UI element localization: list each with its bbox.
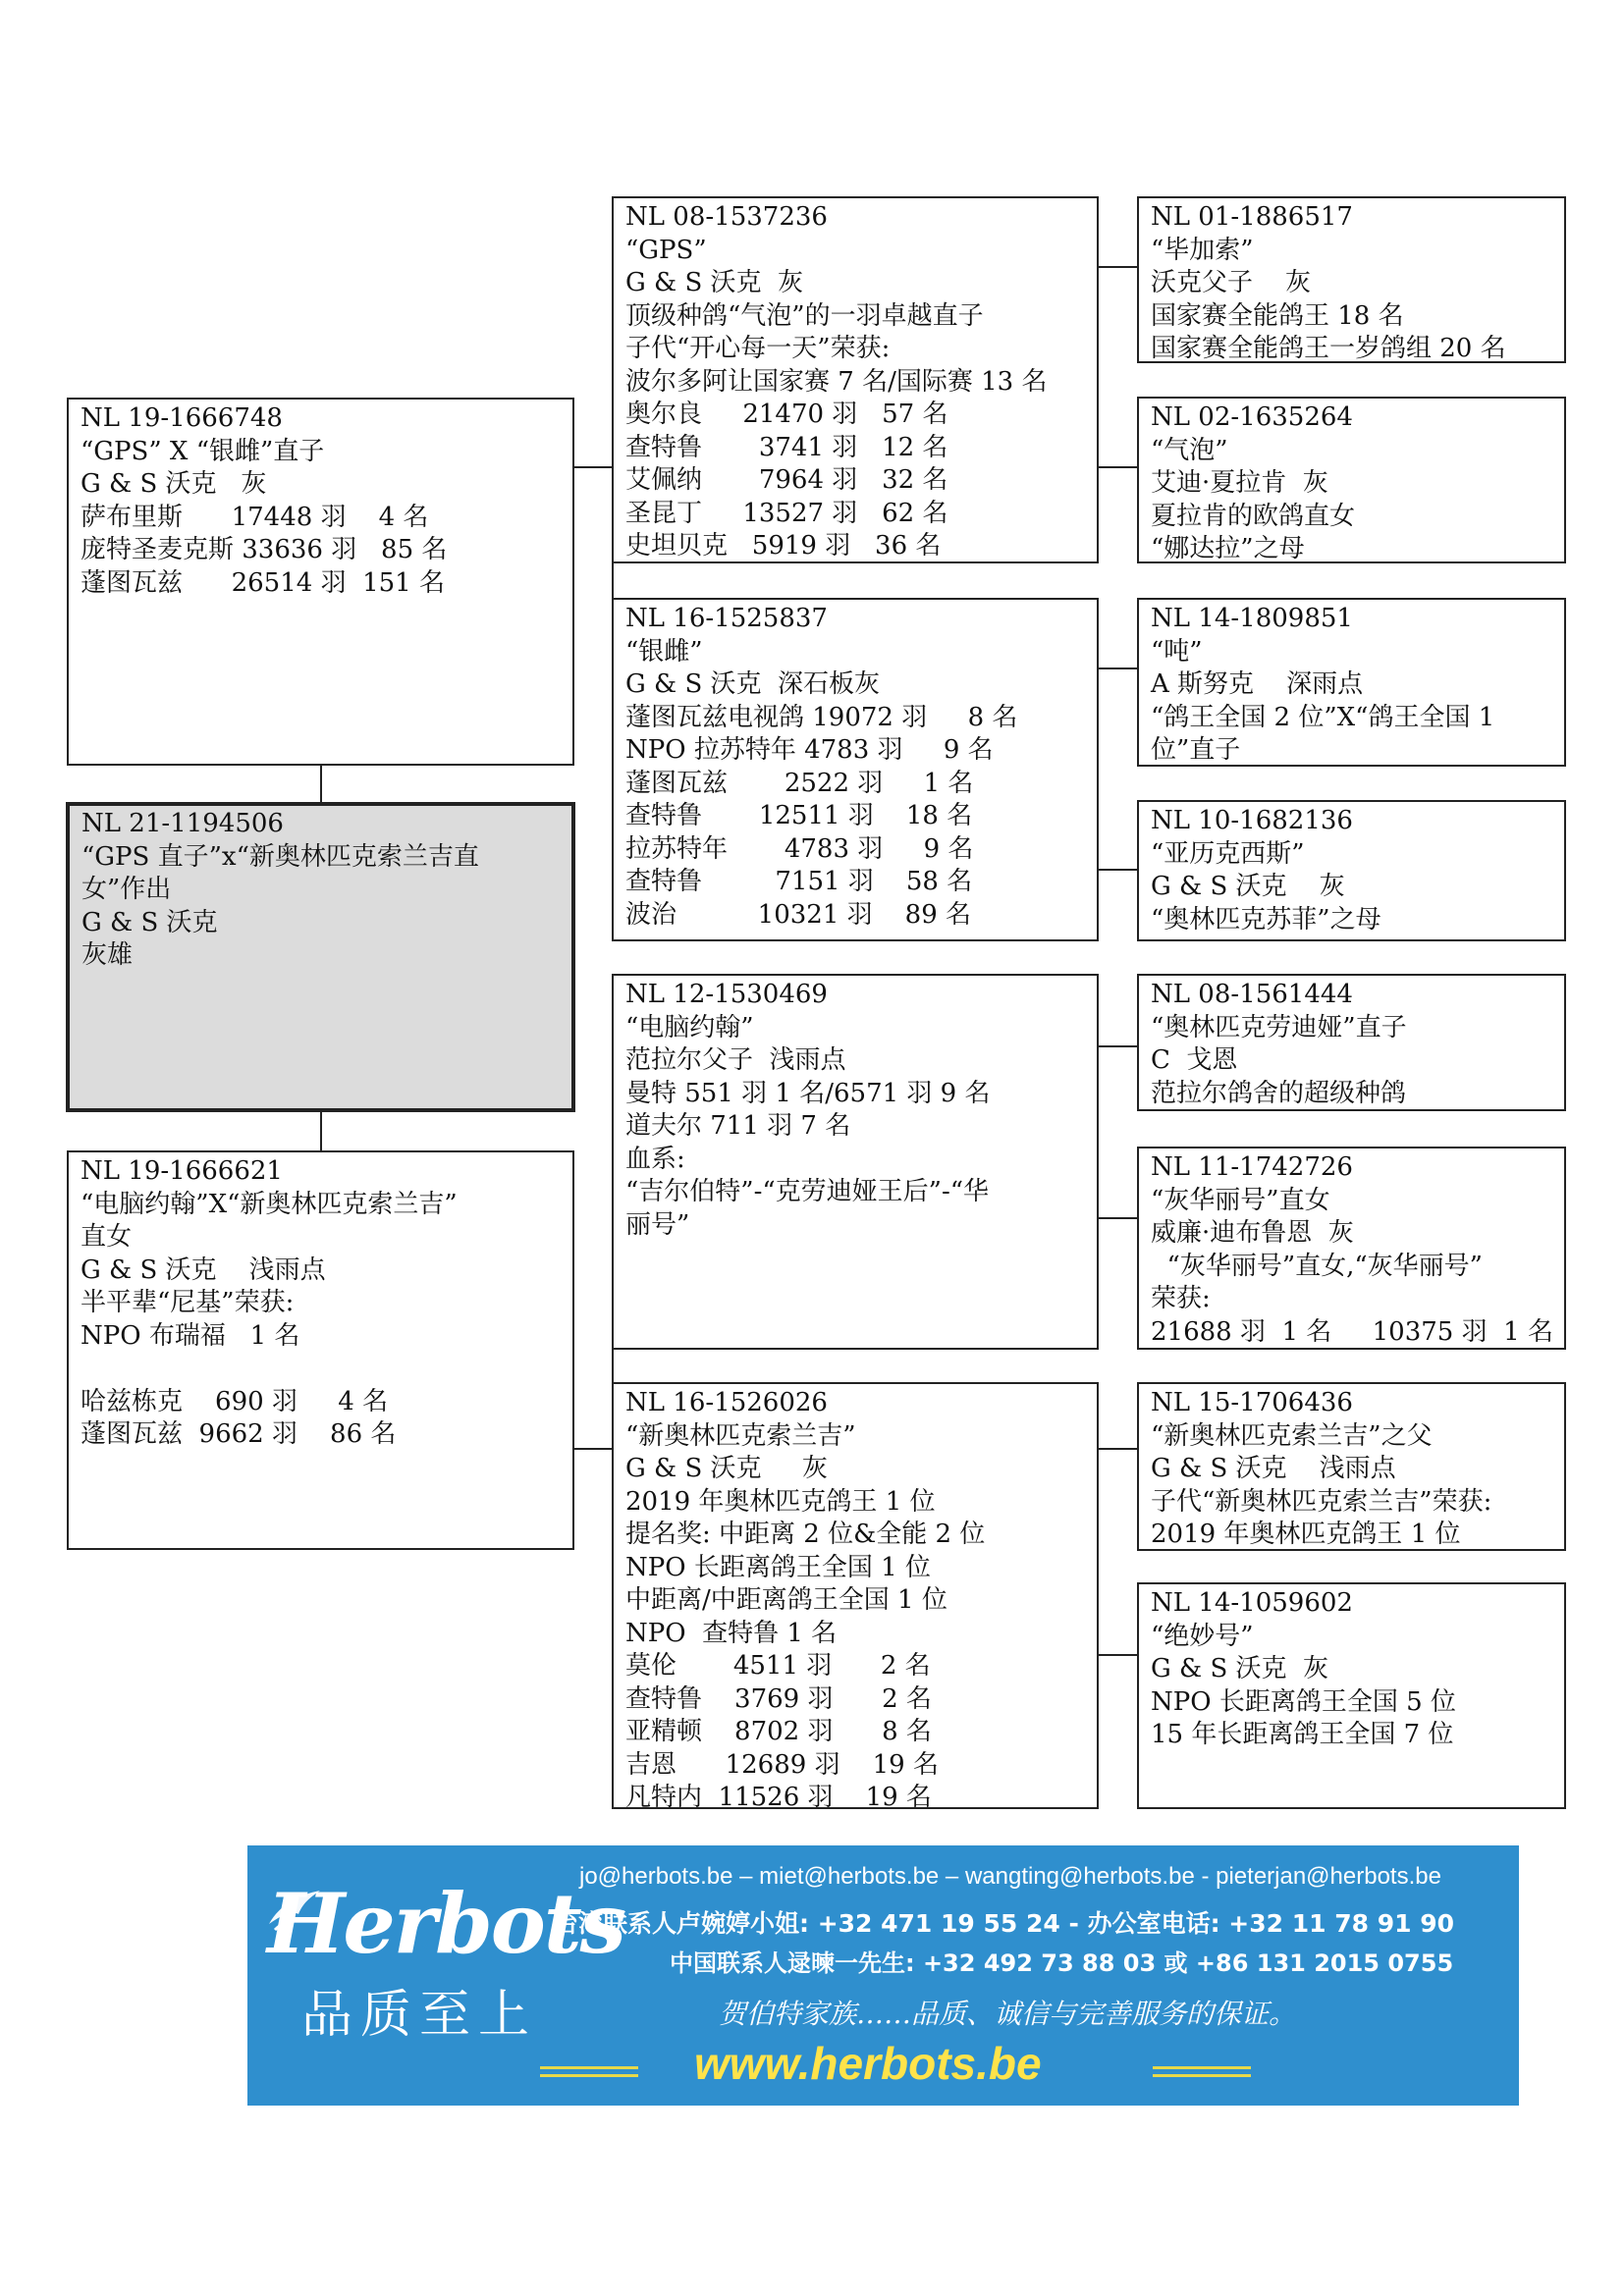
connector <box>1098 869 1137 871</box>
pedigree-line: G & S 沃克 <box>81 907 218 937</box>
subject-box <box>66 802 575 1112</box>
pedigree-line: 凡特内 11526 羽 19 名 <box>625 1783 932 1809</box>
great-grandparent-box <box>1137 598 1566 767</box>
pedigree-line: NPO 长距离鸽王全国 1 位 <box>625 1552 931 1582</box>
contact-emails: jo@herbots.be – miet@herbots.be – wangting@herbots.be - pieterjan@herbots.be <box>579 1863 1441 1890</box>
pedigree-line: “毕加索” <box>1151 235 1254 265</box>
pedigree-line: NL 11-1742726 <box>1151 1152 1353 1182</box>
pedigree-line: “吉尔伯特”-“克劳迪娅王后”-“华 <box>625 1177 990 1206</box>
connector <box>1098 466 1137 468</box>
connector <box>1098 667 1137 669</box>
pedigree-line: NPO 拉苏特年 4783 羽 9 名 <box>625 735 994 765</box>
pedigree-line: 沃克父子 灰 <box>1151 268 1312 297</box>
connector <box>1098 1448 1137 1450</box>
pedigree-line: “GPS” <box>625 235 707 265</box>
pedigree-line: 顶级种鸽“气泡”的一羽卓越直子 <box>625 300 984 331</box>
pedigree-line: NL 08-1537236 <box>625 202 828 232</box>
pedigree-line: 拉苏特年 4783 羽 9 名 <box>625 833 974 864</box>
pedigree-line: “绝妙号” <box>1151 1621 1254 1651</box>
pedigree-line: NL 19-1666748 <box>81 403 283 433</box>
pedigree-line: NL 14-1809851 <box>1151 604 1353 633</box>
decorative-line <box>540 2066 638 2069</box>
great-grandparent-box <box>1137 1147 1566 1350</box>
decorative-line <box>1153 2074 1251 2077</box>
pedigree-line: “奥林匹克劳迪娅”直子 <box>1151 1012 1407 1042</box>
pedigree-line: 15 年长距离鸽王全国 7 位 <box>1151 1720 1454 1749</box>
pedigree-line: “新奥林匹克索兰吉”之父 <box>1151 1420 1433 1451</box>
footer-banner <box>247 1845 1519 2106</box>
connector <box>1098 1654 1137 1656</box>
pedigree-line: “GPS” X “银雌”直子 <box>81 436 325 466</box>
pedigree-line: 蓬图瓦兹 9662 羽 86 名 <box>81 1419 397 1449</box>
great-grandparent-box <box>1137 800 1566 941</box>
pedigree-line: 范拉尔鸽舍的超级种鸽 <box>1151 1078 1407 1108</box>
pedigree-line: 血系: <box>625 1144 685 1174</box>
great-grandparent-box <box>1137 1582 1566 1809</box>
pedigree-line: 道夫尔 711 羽 7 名 <box>625 1111 851 1141</box>
pedigree-line: “银雌” <box>625 636 703 667</box>
pedigree-line: “气泡” <box>1151 435 1228 465</box>
decorative-line <box>1153 2066 1251 2069</box>
pedigree-line: G & S 沃克 灰 <box>625 1454 828 1483</box>
pedigree-line: NL 16-1526026 <box>625 1388 828 1417</box>
pedigree-line: 吉恩 12689 羽 19 名 <box>625 1749 939 1780</box>
pedigree-line: G & S 沃克 灰 <box>625 268 804 297</box>
pedigree-line: 子代“新奥林匹克索兰吉”荣获: <box>1151 1486 1492 1517</box>
pedigree-line: G & S 沃克 灰 <box>1151 1654 1329 1683</box>
pedigree-line: 半平辈“尼基”荣获: <box>81 1288 295 1317</box>
pedigree-line: 庞特圣麦克斯 33636 羽 85 名 <box>81 535 448 564</box>
dam-box <box>67 1150 574 1550</box>
pedigree-line: “吨” <box>1151 636 1203 667</box>
pedigree-line <box>81 1353 561 1386</box>
pedigree-line: G & S 沃克 深石板灰 <box>625 669 881 699</box>
pedigree-line: 2019 年奥林匹克鸽王 1 位 <box>1151 1520 1461 1549</box>
brand-tagline: 品质至上 <box>301 1986 538 2045</box>
great-grandparent-box <box>1137 397 1566 563</box>
pedigree-line: 波尔多阿让国家赛 7 名/国际赛 13 名 <box>625 366 1048 397</box>
pedigree-line: 灰雄 <box>81 940 134 970</box>
pedigree-line: NL 10-1682136 <box>1151 806 1353 835</box>
pedigree-line: NL 12-1530469 <box>625 980 828 1009</box>
pedigree-line: A 斯努克 深雨点 <box>1151 669 1364 699</box>
great-grandparent-box <box>1137 974 1566 1111</box>
pedigree-line: 萨布里斯 17448 羽 4 名 <box>81 502 429 532</box>
pedigree-line: 提名奖: 中距离 2 位&全能 2 位 <box>625 1520 986 1549</box>
website-link[interactable]: www.herbots.be <box>694 2038 1042 2089</box>
pedigree-line: “亚历克西斯” <box>1151 838 1305 869</box>
pedigree-line: “灰华丽号”直女 <box>1151 1185 1330 1215</box>
pedigree-line: 女”作出 <box>81 875 172 904</box>
great-grandparent-box <box>1137 196 1566 363</box>
pedigree-line: 圣昆丁 13527 羽 62 名 <box>625 498 948 528</box>
pedigree-line: NL 01-1886517 <box>1151 202 1353 232</box>
pedigree-line: 直女 <box>81 1222 133 1252</box>
taiwan-contact: 台湾联系人卢婉婷小姐: +32 471 19 55 24 - 办公室电话: +32 11 78 91 90 <box>554 1909 1455 1938</box>
pedigree-line: NL 16-1525837 <box>625 604 828 633</box>
pedigree-line: 查特鲁 3741 羽 12 名 <box>625 432 948 462</box>
connector <box>573 466 613 468</box>
brand-logo: Herbots <box>267 1875 624 1972</box>
china-contact: 中国联系人逯暕一先生: +32 492 73 88 03 或 +86 131 2015 0755 <box>670 1949 1454 1977</box>
connector <box>1098 1217 1137 1219</box>
pedigree-line: G & S 沃克 灰 <box>1151 872 1345 901</box>
pedigree-line: 亚精顿 8702 羽 8 名 <box>625 1717 932 1746</box>
pedigree-line: G & S 沃克 浅雨点 <box>81 1255 326 1285</box>
pedigree-line: G & S 沃克 灰 <box>81 469 267 499</box>
pedigree-line: 曼特 551 羽 1 名/6571 羽 9 名 <box>625 1078 991 1108</box>
pedigree-line: 奥尔良 21470 羽 57 名 <box>625 400 948 429</box>
pedigree-line: 查特鲁 3769 羽 2 名 <box>625 1683 932 1714</box>
pedigree-line: “娜达拉”之母 <box>1151 534 1305 563</box>
sire-box <box>67 398 574 766</box>
connector <box>1098 1045 1137 1047</box>
pedigree-line: “电脑约翰”X“新奥林匹克索兰吉” <box>81 1189 458 1219</box>
pedigree-line: “GPS 直子”x“新奥林匹克索兰吉直 <box>81 841 479 872</box>
pedigree-line: 丽号” <box>625 1209 690 1240</box>
pedigree-line: G & S 沃克 浅雨点 <box>1151 1454 1396 1483</box>
pedigree-line: 波治 10321 羽 89 名 <box>625 899 972 930</box>
pedigree-line: 国家赛全能鸽王 18 名 <box>1151 300 1404 331</box>
pedigree-line: NL 08-1561444 <box>1151 980 1353 1009</box>
pedigree-line: NPO 布瑞福 1 名 <box>81 1320 300 1351</box>
pedigree-line: 哈兹栋克 690 羽 4 名 <box>81 1386 389 1416</box>
connector <box>320 766 322 803</box>
decorative-line <box>540 2074 638 2077</box>
pedigree-line: 威廉·迪布鲁恩 灰 <box>1151 1218 1354 1248</box>
slogan: 贺伯特家族……品质、诚信与完善服务的保证。 <box>719 1998 1297 2030</box>
pedigree-line: 范拉尔父子 浅雨点 <box>625 1045 846 1075</box>
pedigree-line: 查特鲁 7151 羽 58 名 <box>625 867 973 896</box>
pedigree-line: “鸽王全国 2 位”X“鸽王全国 1 <box>1151 702 1495 732</box>
pedigree-line: NL 21-1194506 <box>81 809 284 838</box>
pedigree-line: 夏拉肯的欧鸽直女 <box>1151 501 1356 531</box>
pedigree-line: 荣获: <box>1151 1284 1211 1313</box>
pedigree-line: NL 19-1666621 <box>81 1156 283 1186</box>
pedigree-line: 蓬图瓦兹 2522 羽 1 名 <box>625 768 974 798</box>
pedigree-line: “新奥林匹克索兰吉” <box>625 1420 856 1451</box>
granddam-box <box>612 598 1099 941</box>
great-grandparent-box <box>1137 1382 1566 1551</box>
pedigree-line: 子代“开心每一天”荣获: <box>625 334 891 363</box>
pedigree-line: 蓬图瓦兹 26514 羽 151 名 <box>81 567 445 598</box>
pedigree-line: NPO 长距离鸽王全国 5 位 <box>1151 1686 1456 1717</box>
pedigree-line: “奥林匹克苏菲”之母 <box>1151 904 1381 934</box>
connector <box>1098 266 1137 268</box>
granddam-box <box>612 1382 1099 1809</box>
connector <box>320 1111 322 1150</box>
pedigree-line: “灰华丽号”直女,“灰华丽号” <box>1151 1251 1483 1281</box>
pedigree-line: C 戈恩 <box>1151 1045 1238 1075</box>
pedigree-line: 艾佩纳 7964 羽 32 名 <box>625 465 948 495</box>
pedigree-line: 2019 年奥林匹克鸽王 1 位 <box>625 1486 936 1517</box>
pedigree-line: NPO 查特鲁 1 名 <box>625 1618 838 1648</box>
connector <box>573 1448 613 1450</box>
pedigree-line: 蓬图瓦兹电视鸽 19072 羽 8 名 <box>625 702 1018 732</box>
grandsire-box <box>612 196 1099 563</box>
pedigree-line: 位”直子 <box>1151 735 1241 765</box>
grandsire-box <box>612 974 1099 1350</box>
pedigree-line: 国家赛全能鸽王一岁鸽组 20 名 <box>1151 334 1506 363</box>
pedigree-line: NL 14-1059602 <box>1151 1588 1353 1618</box>
pedigree-line: “电脑约翰” <box>625 1012 754 1042</box>
pedigree-line: 莫伦 4511 羽 2 名 <box>625 1651 931 1681</box>
pedigree-line: 艾迪·夏拉肯 灰 <box>1151 468 1328 498</box>
pedigree-line: NL 02-1635264 <box>1151 402 1353 432</box>
pedigree-line: 查特鲁 12511 羽 18 名 <box>625 801 973 830</box>
pedigree-line: 21688 羽 1 名 10375 羽 1 名 <box>1151 1316 1553 1347</box>
pedigree-line: 史坦贝克 5919 羽 36 名 <box>625 531 942 561</box>
pedigree-line: 中距离/中距离鸽王全国 1 位 <box>625 1585 947 1615</box>
pedigree-line: NL 15-1706436 <box>1151 1388 1353 1417</box>
